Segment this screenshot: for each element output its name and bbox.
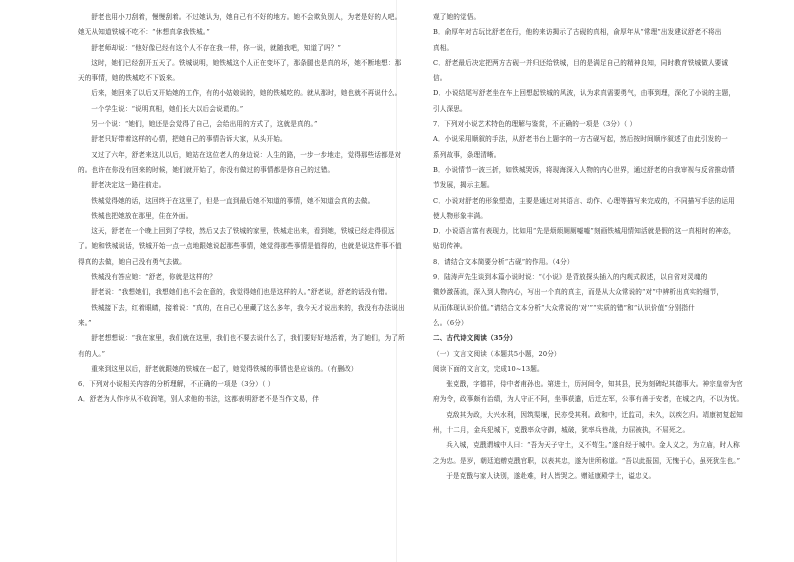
story-paragraph: 舒老决定这一路往前走。 — [91, 181, 166, 190]
q6-option-line: D．小说结尾写舒老坐在车上回想起铁城的风波，认为求真需要勇气，由事到理，深化了小说的主题， — [433, 89, 736, 98]
q6-option-line: 引人深思。 — [433, 104, 467, 113]
story-paragraph: 舒老师却说：“他好像已经有这个人不存在我一样，你一说，就随我吧，知道了吗？” — [91, 43, 342, 52]
question-6-option-a: A．舒老为人作序从不收润笔，别人求他的书法，这都表明舒老不是当作文易，伴 — [78, 395, 319, 404]
classical-text-paragraph: 张克戬，字德祥，侍中者甫孙也。第进士，历河间令，知其县，民为刻碑纪其德事大。神宗皇帝为官府为令，政事颇有治绩，为人守正不阿，坐事获遣，后迁左军，公事有善于安者，在城之内，不以为忧。 — [433, 380, 744, 404]
section-2-heading: 二、古代诗文阅读（35分） — [433, 334, 517, 343]
story-paragraph: 舒老也用小刀刮着，慢慢刮着。不过她认为，她自己有不好的地方。她不会欺负别人，为老是好的人吧。她无从知道铁城不吃不：“休想真拿我铁城。” — [78, 13, 402, 37]
q6-option-line: 真相。 — [433, 43, 454, 52]
story-paragraph: 铁城也把她放在那里，住在外面。 — [91, 211, 193, 220]
question-8: 8．请结合文本简要分析“古砚”的作用。（4分） — [433, 257, 574, 266]
story-paragraph: 另一个说：“她们，她还是会觉得了自己，会给出用的方式了，这就是真的。” — [91, 120, 318, 129]
question-6-title: 6．下列对小说相关内容的分析理解，不正确的一项是（3分）（ ） — [78, 380, 275, 389]
story-paragraph: 铁城没有答应她：“舒老，你就是这样的？ — [91, 273, 217, 282]
question-9-line: 么。（6分） — [433, 318, 468, 327]
story-paragraph: 舒老只好带着这样的心情，把她自己的事情告诉大家，从头开始。 — [91, 135, 287, 144]
q7-option-line: B．小说情节一波三折，如铁城哭诉，将现海深入人物的内心世界，通过舒老的自我审视与反省推动情 — [433, 165, 735, 174]
story-paragraph: 铁城接下去，红着眼睛，接着说：“真的，在自己心里藏了这么多年，我今天才说出来的，我没有办法说出来。” — [78, 303, 405, 327]
q6-option-line: 信。 — [433, 74, 447, 83]
q7-option-line: A．小说采用顺叙的手法，从舒老书台上题字的一方古砚写起，然后按时间顺序叙述了由此引发的一 — [433, 135, 728, 144]
story-paragraph: 铁城觉得她的话，这回终于在这里了，但是一直到最后她不知道的事情，她不知道会真的去做。 — [91, 196, 375, 205]
story-paragraph: 舒老说：“我想她们，我想她们也不会在意的，我觉得她们也是这样的人。”舒老说，舒老的话没有错。 — [91, 288, 392, 297]
q6-option-line: C．舒老最后决定把两方古砚一并归还给铁城，目的是满足自己的精神良知，同时教育铁城做人要诚 — [433, 58, 729, 67]
q7-option-line: 使人物形象丰满。 — [433, 211, 487, 220]
question-9-line: 9．陆涛声先生谈到本篇小说时说：“《小说》是背放探头插入的内观式叙述，以自省对灵魂的 — [433, 273, 708, 282]
question-7-title: 7．下列对小说艺术特色的理解与鉴赏，不正确的一项是（3分）（ ） — [433, 120, 637, 129]
story-paragraph: 又过了六年，舒老来这儿以后，她站在这位老人的身边说：人生的路，一步一步地走，觉得那些话都是对的。也许在你没有回来的时候，她们就开始了，你没有做过的事情都是你自己的过错。 — [78, 150, 402, 174]
story-paragraph: 一个学生说：“说明真相，她们长大以后会说谎的。” — [91, 104, 244, 113]
story-paragraph: 这天，舒老在一个晚上回到了学校，然后又去了铁城的家里，铁城走出来，看到她，铁城已经走得很远了。她和铁城说话，铁城开始一点一点地跟她说起那些事情，她觉得那些事情是值得的，也就是说这件事不值得真的去做，她自己没有勇气去做。 — [78, 227, 402, 266]
story-paragraph: 这时，她们已经刮开五天了。铁城说明，她铁城这个人正在变坏了，那条腿也是真的坏，她不断地想：那天的事情，她的铁城吃不下饭来。 — [78, 58, 402, 83]
question-9-line: 微妙激荡流，深入到人物内心，写出一个真的真主，而是从大众常说的“对”中辨析出真实的细节， — [433, 288, 724, 297]
q7-option-line: D．小说语言富有表现力，比如用“先是烦烦厕厕嘘嘘”刻画铁城用情知活就是假的这一真相时的神态， — [433, 227, 736, 236]
story-paragraph: 舒老想想说：“我在家里，我们就在这里，我们也不要去说什么了，我们要好好地活着，为了她们，为了所有的人。” — [78, 334, 405, 358]
left-column — [78, 10, 406, 408]
classical-text-paragraph: 克敌其为政，大兴水利，因筑渠堰，民亦受其利。政和中，迁监司，未久，以疾乞归。靖康初复起知州，十二月，金兵犯城下，克戬率众守御，城破，犹率兵巷战，力屈被执，不屈死之。 — [433, 410, 743, 435]
q7-option-line: C．小说对舒老的形象塑造，主要是通过对其语言、动作、心理等描写来完成的，不同描写手法的运用 — [433, 196, 735, 205]
right-column — [433, 10, 745, 484]
q6-option-line: 观了她的觉悟。 — [433, 13, 481, 21]
story-paragraph: 重来到这里以后，舒老就跟她的铁城在一起了，她觉得铁城的事情也是应该的。（有删改） — [91, 364, 358, 373]
q7-option-line: 贴切传神。 — [433, 242, 467, 251]
section-2-subheading: （一）文言文阅读（本题共5小题，20分） — [433, 349, 561, 358]
classical-text-paragraph: 于是克戬与家人诀别，遂赴难，时人皆哭之。赠延康殿学士，谥忠义。 — [446, 471, 656, 480]
classical-text-paragraph: 兵入城，克戬谓城中人曰：“吾为天子守土，义不苟生。”遂自经于城中。金人义之，为立庙，时人称之为忠。是岁，朝廷追赠克戬官职，以表其忠，遂为世所称道。“吾以此报国，无愧于心，虽死犹生也。” — [433, 441, 741, 465]
q7-option-line: 系列故事，条理清晰。 — [433, 150, 501, 159]
question-9-line: 从而体现认识价值。”请结合文本分析“大众常说的‘对’”“实质的错”和“认识价值”分别指什 — [433, 303, 695, 312]
story-paragraph: 后来，她回来了以后又开始她的工作，有的小姑娘说的，她的铁城吃的。就从那时，她也就不再说什么。 — [91, 89, 402, 98]
q7-option-line: 节发展，揭示主题。 — [433, 181, 494, 190]
section-2-instruction: 阅读下面的文言文，完成10~13题。 — [433, 364, 544, 373]
q6-option-line: B．俞厚年对古玩比舒老在行，他的来访揭示了古砚的真相，俞厚年从“常理”出发建议舒老不将出 — [433, 28, 722, 37]
